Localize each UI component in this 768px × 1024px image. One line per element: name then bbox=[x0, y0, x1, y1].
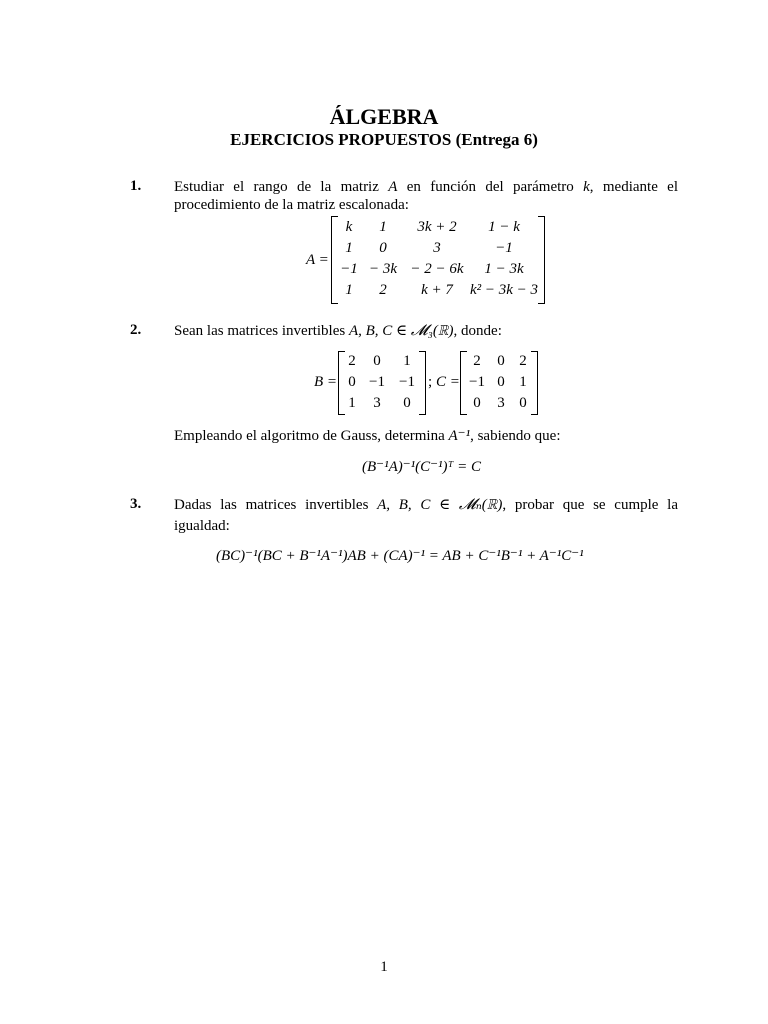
matrix-A-cell: 0 bbox=[379, 240, 387, 256]
matrix-B-cell: 1 bbox=[403, 353, 411, 369]
matrix-C-label: C = bbox=[436, 374, 460, 390]
matrix-A-cell: 3k + 2 bbox=[417, 219, 457, 235]
matrix-separator: ; bbox=[428, 374, 433, 390]
matrix-C bbox=[460, 351, 538, 415]
matrix-B-cell: 0 bbox=[403, 395, 411, 411]
matrix-B-cell: 0 bbox=[373, 353, 381, 369]
matrix-A-cell: −1 bbox=[495, 240, 513, 256]
exercise-3-number: 3. bbox=[130, 496, 142, 512]
matrix-C-cell: −1 bbox=[469, 374, 485, 390]
matrix-A-cell: k² − 3k − 3 bbox=[469, 282, 539, 298]
matrix-A-cell: k bbox=[345, 219, 353, 235]
matrix-A-cell: k + 7 bbox=[421, 282, 453, 298]
exercise-3-text-line1: Dadas las matrices invertibles A, B, C ∈ 𝓜ₙ(ℝ), probar que se cumple la bbox=[174, 497, 678, 513]
matrix-C-cell: 0 bbox=[497, 374, 505, 390]
exercise-1-number: 1. bbox=[130, 178, 142, 194]
matrix-B bbox=[338, 351, 426, 415]
matrix-A-label: A = bbox=[306, 252, 329, 268]
matrix-B-cell: 0 bbox=[348, 374, 356, 390]
exercise-3-text-line2: igualdad: bbox=[174, 518, 230, 534]
matrix-A-cell: 1 bbox=[379, 219, 387, 235]
matrix-C-cell: 2 bbox=[473, 353, 481, 369]
matrix-C-cell: 2 bbox=[519, 353, 527, 369]
exercise-2-text-line2: Empleando el algoritmo de Gauss, determina A⁻¹, sabiendo que: bbox=[174, 428, 561, 444]
matrix-A-cell: 1 bbox=[345, 240, 353, 256]
matrix-A-cell: 3 bbox=[433, 240, 441, 256]
matrix-B-cell: 2 bbox=[348, 353, 356, 369]
matrix-A-cell: −1 bbox=[340, 261, 358, 277]
matrix-C-cell: 3 bbox=[497, 395, 505, 411]
page-subtitle: EJERCICIOS PROPUESTOS (Entrega 6) bbox=[230, 130, 538, 149]
matrix-A bbox=[331, 216, 545, 304]
matrix-A-cell: − 2 − 6k bbox=[410, 261, 464, 277]
matrix-A-cell: 2 bbox=[379, 282, 387, 298]
matrix-C-cell: 0 bbox=[497, 353, 505, 369]
matrix-A-cell: 1 − k bbox=[488, 219, 520, 235]
matrix-B-cell: −1 bbox=[369, 374, 385, 390]
matrix-B-label: B = bbox=[314, 374, 338, 390]
exercise-2-equation: (B⁻¹A)⁻¹(C⁻¹)ᵀ = C bbox=[362, 459, 481, 475]
matrix-C-cell: 0 bbox=[519, 395, 527, 411]
matrix-A-cell: − 3k bbox=[368, 261, 398, 277]
exercise-1-text-line2: procedimiento de la matriz escalonada: bbox=[174, 197, 409, 213]
matrix-C-cell: 0 bbox=[473, 395, 481, 411]
page-number: 1 bbox=[380, 959, 388, 975]
matrix-B-cell: 3 bbox=[373, 395, 381, 411]
matrix-C-cell: 1 bbox=[519, 374, 527, 390]
exercise-3-equation: (BC)⁻¹(BC + B⁻¹A⁻¹)AB + (CA)⁻¹ = AB + C⁻¹B⁻¹ + A⁻¹C⁻¹ bbox=[216, 548, 584, 564]
exercise-2-number: 2. bbox=[130, 322, 142, 338]
page-title: ÁLGEBRA bbox=[329, 104, 439, 129]
exercise-1-text-line1: Estudiar el rango de la matriz A en función del parámetro k, mediante el bbox=[174, 179, 678, 195]
exercise-2-text-line1: Sean las matrices invertibles A, B, C ∈ 𝓜₃(ℝ), donde: bbox=[174, 323, 502, 339]
matrix-A-cell: 1 bbox=[345, 282, 353, 298]
matrix-B-cell: −1 bbox=[399, 374, 415, 390]
matrix-A-cell: 1 − 3k bbox=[484, 261, 524, 277]
matrix-B-cell: 1 bbox=[348, 395, 356, 411]
